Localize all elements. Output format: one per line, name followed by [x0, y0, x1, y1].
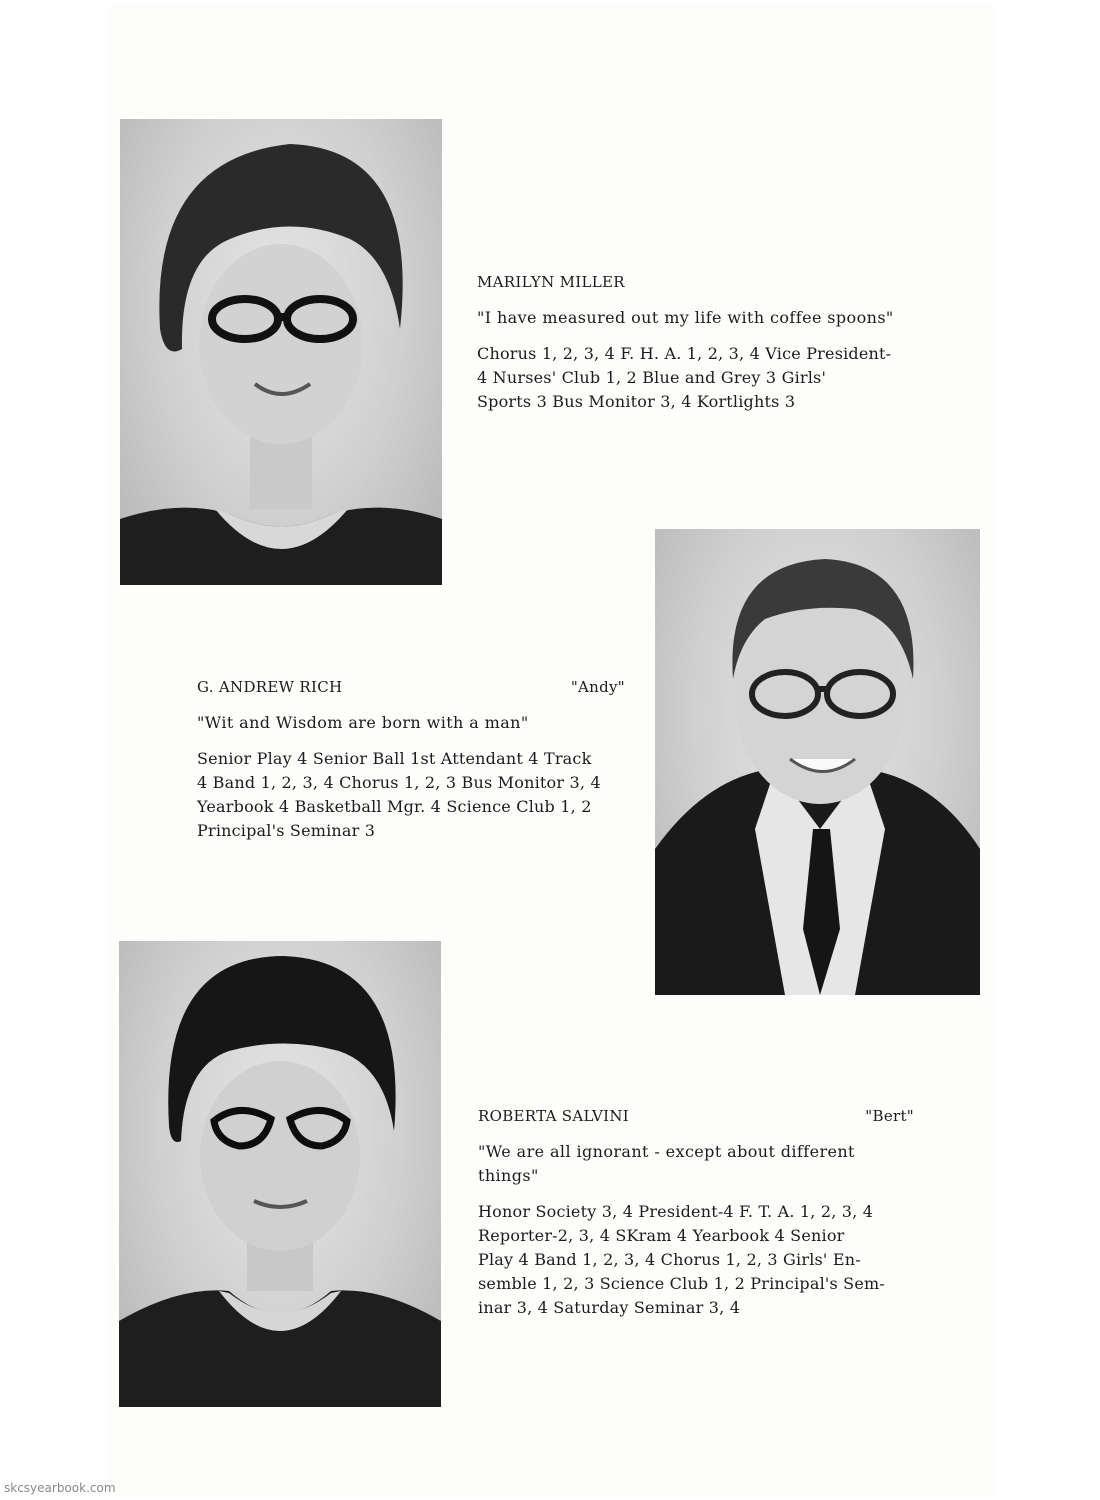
- activities-line: Senior Play 4 Senior Ball 1st Attendant 4 Track: [197, 749, 592, 768]
- activities-line: 4 Nurses' Club 1, 2 Blue and Grey 3 Girls': [477, 368, 827, 387]
- activities-line: Yearbook 4 Basketball Mgr. 4 Science Club 1, 2: [197, 797, 592, 816]
- activities-line: Chorus 1, 2, 3, 4 F. H. A. 1, 2, 3, 4 Vice President-: [477, 344, 892, 363]
- student-name: MARILYN MILLER: [477, 273, 625, 291]
- student-quote: "We are all ignorant - except about different things": [478, 1142, 855, 1185]
- student-activities: [197, 747, 625, 843]
- student-nickname: "Bert": [865, 1107, 914, 1125]
- activities-line: Honor Society 3, 4 President-4 F. T. A. 1, 2, 3, 4: [478, 1202, 874, 1221]
- student-entry-g-andrew-rich: [197, 675, 625, 843]
- portrait-photo-g-andrew-rich: [655, 529, 980, 995]
- student-name: G. ANDREW RICH: [197, 678, 343, 696]
- activities-line: Sports 3 Bus Monitor 3, 4 Kortlights 3: [477, 392, 796, 411]
- footer-watermark: skcsyearbook.com: [4, 1481, 116, 1495]
- activities-line: Play 4 Band 1, 2, 3, 4 Chorus 1, 2, 3 Girls' En-: [478, 1250, 861, 1269]
- student-activities: [477, 342, 917, 414]
- student-activities: [478, 1200, 914, 1320]
- activities-line: Reporter-2, 3, 4 SKram 4 Yearbook 4 Senior: [478, 1226, 845, 1245]
- activities-line: semble 1, 2, 3 Science Club 1, 2 Principal's Sem-: [478, 1274, 885, 1293]
- student-entry-marilyn-miller: [477, 270, 917, 414]
- portrait-photo-marilyn-miller: [120, 119, 442, 585]
- student-quote: "Wit and Wisdom are born with a man": [197, 713, 529, 732]
- student-nickname: "Andy": [570, 678, 625, 696]
- activities-line: 4 Band 1, 2, 3, 4 Chorus 1, 2, 3 Bus Monitor 3, 4: [197, 773, 601, 792]
- student-name: ROBERTA SALVINI: [478, 1107, 629, 1125]
- activities-line: inar 3, 4 Saturday Seminar 3, 4: [478, 1298, 741, 1317]
- portrait-photo-roberta-salvini: [119, 941, 441, 1407]
- activities-line: Principal's Seminar 3: [197, 821, 376, 840]
- student-entry-roberta-salvini: [478, 1104, 914, 1320]
- student-quote: "I have measured out my life with coffee spoons": [477, 308, 894, 327]
